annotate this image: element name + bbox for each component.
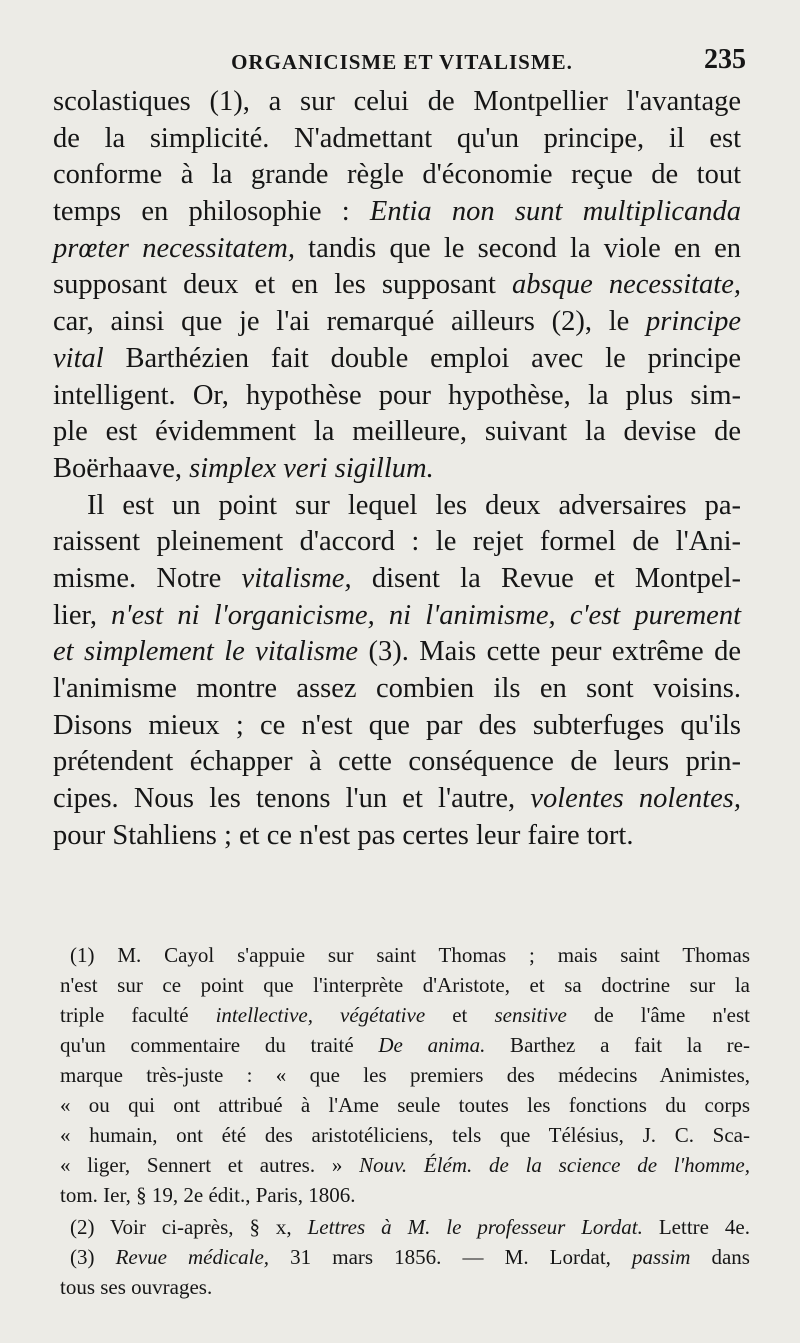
page-number: 235	[704, 44, 746, 75]
footnote-line: marque très-juste : « que les premiers des médecins Animistes,	[60, 1063, 750, 1087]
footnote-1: (1) M. Cayol s'appuie sur saint Thomas ; mais saint Thomas	[70, 943, 750, 967]
text-line: de la simplicité. N'admettant qu'un principe, il est	[53, 122, 741, 154]
quoted-phrase-end: et simplement le vitalisme	[53, 636, 359, 668]
footnotes	[60, 940, 750, 1302]
quoted-phrase: n'est ni l'organicisme, ni l'animisme, c'est purement	[111, 599, 741, 631]
latin-maxim: Entia non sunt multiplicanda	[369, 196, 742, 228]
latin-maxim-end: prœter necessitatem,	[53, 232, 295, 264]
running-head	[52, 44, 752, 80]
text-line: vital Barthézien fait double emploi avec le principe	[53, 342, 741, 374]
term-vitalisme: vitalisme,	[241, 562, 352, 594]
text-line: scolastiques (1), a sur celui de Montpellier l'avantage	[53, 86, 741, 117]
text-line: raissent pleinement d'accord : le rejet formel de l'Ani-	[53, 526, 741, 558]
term-principe: principe	[646, 306, 741, 338]
footnote-line: « liger, Sennert et autres. » Nouv. Élém. de la science de l'homme,	[60, 1153, 750, 1177]
running-title: ORGANICISME ET VITALISME.	[231, 50, 573, 74]
text-line: Boërhaave, simplex veri sigillum.	[53, 452, 434, 484]
latin-phrase: absque necessitate,	[512, 269, 741, 301]
latin-phrase: volentes nolentes,	[530, 783, 742, 815]
text-line: et simplement le vitalisme (3). Mais cette peur extrême de	[53, 636, 741, 668]
footnote-2: (2) Voir ci-après, § x, Lettres à M. le professeur Lordat. Lettre 4e.	[70, 1215, 750, 1239]
latin-motto: simplex veri sigillum.	[189, 452, 434, 484]
text-line: prœter necessitatem, tandis que le second la viole en en	[53, 232, 741, 264]
footnote-line: qu'un commentaire du traité De anima. Barthez a fait la re-	[60, 1033, 750, 1057]
paragraph-start: Il est un point sur lequel les deux adversaires pa-	[87, 489, 741, 521]
text-line: conforme à la grande règle d'économie reçue de tout	[53, 159, 741, 191]
text-line: l'animisme montre assez combien ils en sont voisins.	[53, 673, 741, 704]
text-line: temps en philosophie : Entia non sunt multiplicanda	[53, 196, 742, 228]
term-vital: vital	[53, 342, 104, 374]
text-line: cipes. Nous les tenons l'un et l'autre, volentes nolentes,	[53, 783, 742, 815]
text-line: prétendent échapper à cette conséquence de leurs prin-	[53, 746, 741, 778]
text-line: car, ainsi que je l'ai remarqué ailleurs (2), le principe	[53, 306, 741, 338]
text-line: misme. Notre vitalisme, disent la Revue et Montpel-	[53, 562, 741, 594]
text-line: Disons mieux ; ce n'est que par des subterfuges qu'ils	[53, 709, 741, 741]
footnote-3: (3) Revue médicale, 31 mars 1856. — M. Lordat, passim dans	[70, 1245, 750, 1269]
text-line: ple est évidemment la meilleure, suivant la devise de	[53, 416, 741, 448]
footnote-line: « humain, ont été des aristotéliciens, tels que Télésius, J. C. Sca-	[60, 1123, 750, 1147]
footnote-line: n'est sur ce point que l'interprète d'Aristote, et sa doctrine sur la	[60, 973, 750, 997]
text-line: pour Stahliens ; et ce n'est pas certes leur faire tort.	[53, 819, 634, 851]
body-text	[53, 84, 741, 854]
text-line: lier, n'est ni l'organicisme, ni l'animisme, c'est purement	[53, 599, 741, 631]
footnote-line: tous ses ouvrages.	[60, 1275, 213, 1299]
footnote-line: « ou qui ont attribué à l'Ame seule toutes les fonctions du corps	[60, 1093, 750, 1117]
text-line: supposant deux et en les supposant absque necessitate,	[53, 269, 741, 301]
text-line: intelligent. Or, hypothèse pour hypothèse, la plus sim-	[53, 379, 741, 411]
footnote-line: tom. Ier, § 19, 2e édit., Paris, 1806.	[60, 1183, 356, 1207]
footnote-line: triple faculté intellective, végétative et sensitive de l'âme n'est	[60, 1003, 751, 1027]
